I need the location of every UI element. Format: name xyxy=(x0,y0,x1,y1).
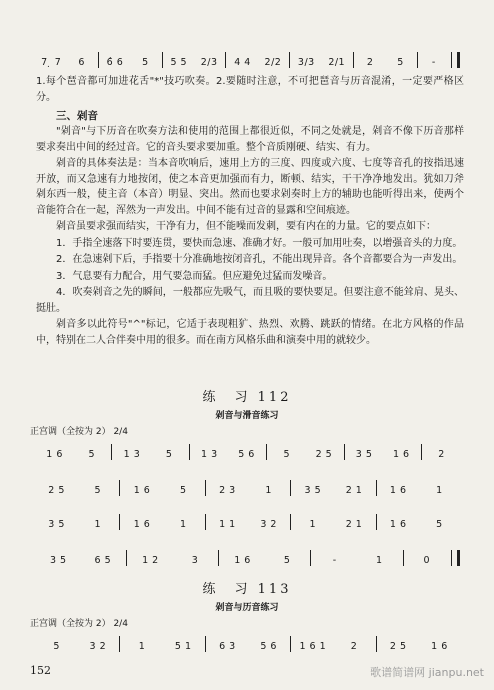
exercise-113-note: 3 2 xyxy=(89,641,107,652)
exercise-112-note: 2 1 xyxy=(345,485,363,496)
bar-line xyxy=(225,52,226,68)
exercise-113-subtitle: 剁音与历音练习 xyxy=(215,603,279,613)
exercise-112-note: 1 3 xyxy=(123,449,141,460)
bar-line xyxy=(290,636,291,652)
exercise-112-note: 1 xyxy=(436,485,443,496)
bar-line xyxy=(205,480,206,496)
exercise-112-note: 2 3 xyxy=(219,485,236,496)
bar-line xyxy=(111,444,112,460)
bar-line xyxy=(376,480,377,496)
bar-line xyxy=(98,52,99,68)
exercise-112-row-1 xyxy=(36,440,460,460)
top-staff-note: 5 xyxy=(142,57,149,68)
exercise-112-note: 1 6 xyxy=(389,519,407,530)
exercise-112-row-3 xyxy=(36,510,460,530)
paragraph-point-3: 3．气息要有力配合，用气要急而猛。但应避免过猛而发噪音。 xyxy=(56,270,333,282)
exercise-112-subtitle: 剁音与滑音练习 xyxy=(215,411,279,421)
top-staff-note: 6̂ 6 xyxy=(106,57,124,68)
exercise-113-key: 正宫调（全按为 2） 2/4 xyxy=(30,619,128,629)
paragraph-technique: 剁音的具体奏法是：当本音吹响后，速用上方的三度、四度或六度、七度等音孔的按指迅速开放，而又急速有力地按闭，使之本音更加强而有力，断顿、结实，干干净净地发出。犹如刀斧剁东西一般，使主音（本音）明显、突出。然而也要求剁奏时上方的辅助也能听得出来，使两个音能符合在一起，浑然为一声发出。中间不能有过音的显露和空间痕迹。 xyxy=(36,158,464,216)
bar-line xyxy=(126,550,127,566)
exercise-112-note: 6 5 xyxy=(94,555,112,566)
exercise-112-note: 1 3 xyxy=(201,449,218,460)
section-heading-duoyin: 三、剁音 xyxy=(56,110,98,122)
paragraph-point-2: 2．在急速剁下后，手指要十分准确地按闭音孔，不能出现异音。各个音都要合为一声发出。 xyxy=(56,254,463,265)
exercise-112-note: 2 5 xyxy=(48,485,65,496)
top-staff-note: 3/3 xyxy=(297,57,315,68)
bar-line xyxy=(266,444,267,460)
bar-line xyxy=(218,550,219,566)
exercise-113-note: 2 5 xyxy=(389,641,407,652)
exercise-112-note: - xyxy=(332,555,337,566)
exercise-112-note: 0 xyxy=(423,555,431,566)
exercise-112-note: 1 1 xyxy=(219,519,236,530)
paragraph-requirements: 剁音虽要求强而结实，干净有力，但不能噪而发刺，要有内在的力量。它的要点如下： xyxy=(56,221,436,232)
watermark: 歌谱简谱网 jianpu.net xyxy=(370,666,484,679)
exercise-112-note: 1 6 xyxy=(392,449,410,460)
final-bar-line xyxy=(451,550,460,566)
paragraph-usage: 剁音多以此符号"^"标记，它适于表现粗犷、热烈、欢腾、跳跃的情绪。在北方风格的作品中，特别在二人合伴奏中用的很多。而在南方风格乐曲和演奏中用的就较少。 xyxy=(36,319,464,346)
exercise-112-note: 1 xyxy=(265,485,272,496)
exercise-112-note: 5 xyxy=(436,519,443,530)
exercise-112-note: 5 xyxy=(165,449,173,460)
exercise-112-note: 1 xyxy=(94,519,102,530)
exercise-112-title: 练 习 112 xyxy=(202,390,292,405)
exercise-112-note: 2 1 xyxy=(345,519,363,530)
top-staff-note: 2/2 xyxy=(264,57,282,68)
top-staff-note: 2/1 xyxy=(328,57,346,68)
exercise-113-note: 6 3 xyxy=(219,641,236,652)
bar-line xyxy=(189,444,190,460)
exercise-112-note: 3 5 xyxy=(48,519,65,530)
exercise-112-note: 5 6 xyxy=(238,449,255,460)
exercise-112-note: 3 5 xyxy=(304,485,322,496)
paragraph-point-1: 1．手指全速落下时要连贯，要快而急速、准确才好。一般可加用吐奏，以增强音头的力度。 xyxy=(56,237,463,249)
exercise-112-note: 5 xyxy=(88,449,96,460)
top-staff-note: 2 xyxy=(366,57,374,68)
exercise-112-row-2 xyxy=(36,476,460,496)
bar-line xyxy=(376,636,377,652)
top-staff-note: 2/3 xyxy=(200,57,218,68)
exercise-112-note: 2 5 xyxy=(315,449,333,460)
bar-line xyxy=(162,52,163,68)
bar-line xyxy=(403,550,404,566)
exercise-112-note: 5 xyxy=(94,485,102,496)
page-number: 152 xyxy=(30,664,51,677)
paragraph-point-4: 4．吹奏剁音之先的瞬间，一般都应先吸气，而且吸的要快要足。但要注意不能耸肩、晃头、挺肚。 xyxy=(36,287,464,314)
top-staff-note: 5 5 xyxy=(170,57,188,68)
exercise-112-note: 1 xyxy=(179,519,187,530)
exercise-112-note: 1 6 xyxy=(46,449,63,460)
bar-line xyxy=(376,514,377,530)
bar-line xyxy=(119,480,120,496)
text-section-2 xyxy=(36,124,464,349)
bar-line xyxy=(205,636,206,652)
exercise-112-note: 1 6 xyxy=(389,485,407,496)
exercise-112-row-4 xyxy=(36,546,460,566)
exercise-113-row-1 xyxy=(36,632,460,652)
top-staff xyxy=(36,48,460,68)
top-staff-note: 5 xyxy=(397,57,404,68)
bar-line xyxy=(421,444,422,460)
bar-line xyxy=(205,514,206,530)
exercise-112-note: 1 6 xyxy=(133,485,151,496)
exercise-112-note: 5 xyxy=(283,555,291,566)
bar-line xyxy=(119,636,120,652)
exercise-112-note: 3 5 xyxy=(49,555,67,566)
paragraph-arpeggio-note: 1.每个琶音都可加进花舌"*"技巧吹奏。2.要随时注意，不可把琶音与历音混淆，一定要严格区分。 xyxy=(36,76,464,103)
bar-line xyxy=(353,52,354,68)
final-bar-line xyxy=(451,52,460,68)
exercise-113-title: 练 习 113 xyxy=(202,582,292,597)
exercise-112-note: 2 xyxy=(438,449,445,460)
bar-line xyxy=(417,52,418,68)
exercise-112-key: 正宫调（全按为 2） 2/4 xyxy=(30,427,128,437)
top-staff-note: 6 xyxy=(78,57,85,68)
exercise-112-note: 1 xyxy=(309,519,317,530)
exercise-113-note: 1 6 xyxy=(431,641,448,652)
exercise-112-note: 3 xyxy=(191,555,199,566)
bar-line xyxy=(344,444,345,460)
exercise-112-note: 3 2 xyxy=(260,519,277,530)
exercise-113-note: 5 xyxy=(53,641,60,652)
exercise-113-note: 5 1 xyxy=(174,641,192,652)
exercise-112-note: 5 xyxy=(283,449,290,460)
text-section-1 xyxy=(36,74,464,106)
top-staff-note: 7 ̣ 7 xyxy=(41,57,62,68)
exercise-113-note: 5 6 xyxy=(260,641,277,652)
exercise-112-note: 3 5 xyxy=(355,449,373,460)
exercise-112-note: 1 6 xyxy=(133,519,151,530)
exercise-112-note: 5 xyxy=(179,485,187,496)
top-staff-note: - xyxy=(431,57,436,68)
bar-line xyxy=(289,52,290,68)
exercise-112-note: 1 6 xyxy=(234,555,251,566)
exercise-113-note: 1 6 1 xyxy=(299,641,327,652)
exercise-112-note: 1 xyxy=(375,555,383,566)
exercise-113-note: 2 xyxy=(350,641,358,652)
exercise-112-note: 1 2 xyxy=(142,555,159,566)
bar-line xyxy=(310,550,311,566)
top-staff-note: 4 4 xyxy=(234,57,251,68)
bar-line xyxy=(119,514,120,530)
paragraph-definition: "剁音"与下历音在吹奏方法和使用的范围上都很近似，不同之处就是，剁音不像下历音那样要求奏出中间的经过音。它的音头要求要加重。整个音质刚硬、结实、有力。 xyxy=(36,126,464,153)
bar-line xyxy=(290,514,291,530)
exercise-113-note: 1 xyxy=(138,641,146,652)
bar-line xyxy=(290,480,291,496)
